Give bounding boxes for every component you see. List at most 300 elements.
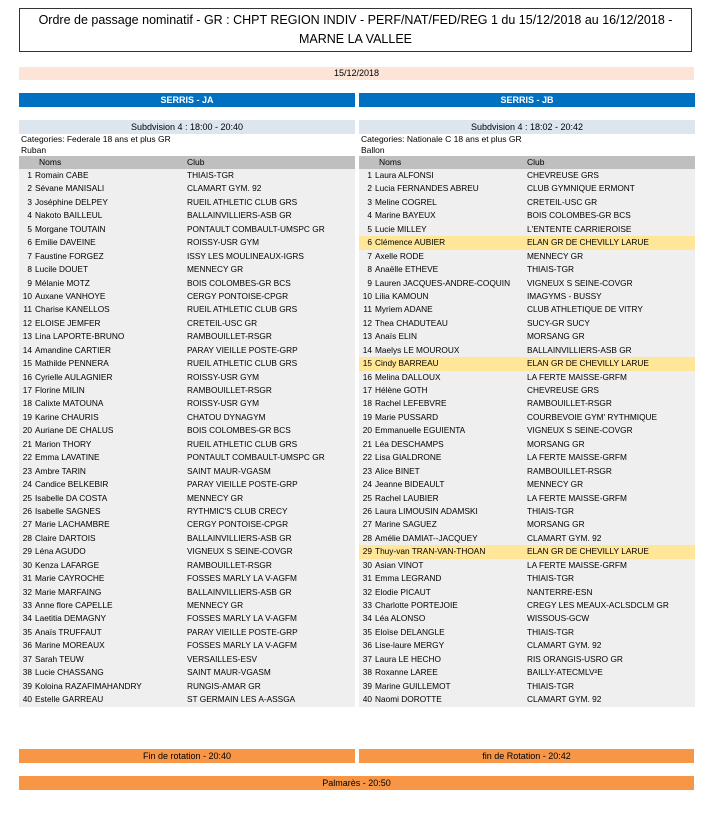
club-name: LA FERTE MAISSE-GRFM: [527, 452, 627, 463]
table-row: [359, 277, 695, 290]
table-row: [19, 411, 355, 424]
club-name: LA FERTE MAISSE-GRFM: [527, 371, 627, 382]
gymnast-name: Isabelle SAGNES: [35, 505, 101, 516]
gymnast-name: Lisa GIALDRONE: [375, 452, 442, 463]
row-number: 24: [362, 479, 372, 490]
gymnast-name: Laura LIMOUSIN ADAMSKI: [375, 505, 478, 516]
gymnast-name: Roxanne LAREE: [375, 667, 438, 678]
gymnast-name: Anne flore CAPELLE: [35, 600, 113, 610]
gymnast-name: Elodie PICAUT: [375, 586, 431, 597]
club-name: MENNECY GR: [187, 492, 244, 503]
row-number: 6: [27, 237, 32, 248]
row-number: 22: [362, 452, 372, 463]
gymnast-name: Hélène GOTH: [375, 385, 428, 395]
table-row: [19, 357, 355, 370]
row-number: 20: [362, 425, 372, 436]
row-number: 20: [22, 425, 32, 436]
table-row: [359, 666, 695, 679]
table-row: [19, 263, 355, 276]
table-row: [19, 492, 355, 505]
table-row: [19, 572, 355, 585]
club-name: WISSOUS-GCW: [527, 613, 590, 624]
club-name: RUEIL ATHLETIC CLUB GRS: [187, 358, 298, 369]
gymnast-name: Anaëlle ETHEVE: [375, 264, 439, 275]
club-column-header: Club: [527, 157, 545, 167]
club-name: PARAY VIEILLE POSTE-GRP: [187, 344, 298, 355]
club-name: CHEVREUSE GRS: [527, 170, 599, 180]
gymnast-name: Auriane DE CHALUS: [35, 425, 114, 436]
club-name: VIGNEUX S SEINE-COVGR: [187, 546, 293, 557]
club-name: ROISSY-USR GYM: [187, 398, 260, 409]
gymnast-name: Lucia FERNANDES ABREU: [375, 183, 479, 194]
club-name: PARAY VIEILLE POSTE-GRP: [187, 479, 298, 490]
table-row: [19, 666, 355, 679]
table-row: [19, 586, 355, 599]
club-name: RAMBOUILLET-RSGR: [187, 331, 272, 342]
club-name: CLAMART GYM. 92: [527, 532, 602, 543]
row-number: 32: [22, 586, 32, 597]
row-number: 28: [22, 532, 32, 543]
row-number: 23: [22, 465, 32, 476]
table-row: [359, 478, 695, 491]
gymnast-name: Amandine CARTIER: [35, 344, 111, 355]
table-row: [359, 572, 695, 585]
club-name: MORSANG GR: [527, 331, 585, 342]
row-number: 15: [359, 357, 375, 370]
end-rotation-right: fin de Rotation - 20:42: [359, 749, 694, 763]
table-row: [359, 397, 695, 410]
subdivision-label: Subdvision 4 : 18:02 - 20:42: [359, 120, 695, 134]
club-column-header: Club: [187, 157, 205, 167]
table-row: [19, 532, 355, 545]
gymnast-name: Meline COGREL: [375, 196, 437, 207]
table-row: [19, 209, 355, 222]
table-row: [359, 465, 695, 478]
club-name: CLUB ATHLETIQUE DE VITRY: [527, 304, 643, 315]
row-number: 14: [22, 344, 32, 355]
gymnast-name: Sarah TEUW: [35, 653, 84, 664]
club-name: BALLAINVILLIERS-ASB GR: [187, 586, 292, 597]
table-row: [359, 424, 695, 437]
club-name: SUCY-GR SUCY: [527, 317, 590, 328]
row-number: 5: [367, 223, 372, 234]
names-column-header: Noms: [379, 157, 402, 167]
row-number: 25: [22, 492, 32, 503]
club-name: CERGY PONTOISE-CPGR: [187, 290, 289, 301]
club-name: CRETEIL-USC GR: [527, 196, 598, 207]
table-row: [359, 223, 695, 236]
club-name: BOIS COLOMBES-GR BCS: [187, 277, 291, 288]
table-row: [19, 371, 355, 384]
table-row: [359, 653, 695, 666]
table-row: [19, 599, 355, 612]
club-name: BALLAINVILLIERS-ASB GR: [187, 210, 292, 221]
gymnast-name: Cyrielle AULAGNIER: [35, 371, 113, 382]
row-number: 39: [22, 680, 32, 691]
gymnast-name: Marine BAYEUX: [375, 210, 436, 221]
table-row: [359, 451, 695, 464]
club-name: RIS ORANGIS-USRO GR: [527, 653, 623, 664]
club-name: MENNECY GR: [187, 264, 244, 275]
row-number: 34: [22, 613, 32, 624]
gymnast-name: Eloïse DELANGLE: [375, 626, 445, 637]
row-number: 18: [362, 398, 372, 409]
table-row: [359, 236, 695, 249]
gymnast-name: Lina LAPORTE-BRUNO: [35, 331, 125, 342]
row-number: 10: [22, 290, 32, 301]
table-row: [359, 693, 695, 706]
gymnast-name: Charise KANELLOS: [35, 304, 110, 315]
club-name: RYTHMIC'S CLUB CRECY: [187, 505, 288, 516]
column-serris-jb: [359, 93, 695, 707]
row-number: 37: [362, 653, 372, 664]
gymnast-name: Maelys LE MOUROUX: [375, 344, 460, 355]
gymnast-name: Axelle RODE: [375, 250, 424, 261]
gymnast-name: ELOISE JEMFER: [35, 317, 101, 328]
club-name: RAMBOUILLET-RSGR: [187, 385, 272, 395]
row-number: 16: [362, 371, 372, 382]
club-name: FOSSES MARLY LA V-AGFM: [187, 613, 297, 624]
club-name: ST GERMAIN LES A-ASSGA: [187, 694, 296, 705]
gymnast-name: Kenza LAFARGE: [35, 559, 100, 570]
gymnast-name: Faustine FORGEZ: [35, 250, 104, 261]
row-number: 1: [367, 170, 372, 180]
club-name: MENNECY GR: [527, 479, 584, 490]
club-name: THIAIS-TGR: [527, 505, 575, 516]
row-number: 25: [362, 492, 372, 503]
gymnast-name: Nakoto BAILLEUL: [35, 210, 103, 221]
club-name: CREGY LES MEAUX-ACLSDCLM GR: [527, 600, 669, 610]
table-row: [359, 626, 695, 639]
gymnast-name: Rachel LAUBIER: [375, 492, 439, 503]
row-number: 2: [367, 183, 372, 194]
table-row: [19, 680, 355, 693]
club-name: ELAN GR DE CHEVILLY LARUE: [523, 545, 695, 558]
row-number: 6: [359, 236, 375, 249]
club-name: THIAIS-TGR: [527, 626, 575, 637]
row-number: 31: [362, 573, 372, 584]
document-title: Ordre de passage nominatif - GR : CHPT REGION INDIV - PERF/NAT/FED/REG 1 du 15/12/2018 au 16/12/2018 - MARNE LA VALLEE: [19, 8, 692, 52]
club-name: RAMBOUILLET-RSGR: [527, 465, 612, 476]
club-name: ROISSY-USR GYM: [187, 237, 260, 248]
row-number: 30: [22, 559, 32, 570]
club-name: THIAIS-TGR: [527, 680, 575, 691]
gymnast-name: Laura ALFONSI: [375, 170, 434, 180]
club-name: IMAGYMS - BUSSY: [527, 290, 602, 301]
gymnast-name: Marie PUSSARD: [375, 411, 439, 422]
club-name: FOSSES MARLY LA V-AGFM: [187, 640, 297, 651]
table-row: [19, 330, 355, 343]
gymnast-name: Lucie CHASSANG: [35, 667, 104, 678]
table-row: [19, 518, 355, 531]
club-name: ELAN GR DE CHEVILLY LARUE: [523, 357, 695, 370]
gymnast-name: Laura LE HECHO: [375, 653, 441, 664]
row-number: 9: [27, 277, 32, 288]
table-row: [359, 330, 695, 343]
table-row: [19, 277, 355, 290]
table-row: [19, 424, 355, 437]
row-number: 14: [362, 344, 372, 355]
row-number: 8: [367, 264, 372, 275]
row-number: 30: [362, 559, 372, 570]
row-number: 12: [22, 317, 32, 328]
row-number: 38: [362, 667, 372, 678]
row-number: 13: [22, 331, 32, 342]
gymnast-name: Charlotte PORTEJOIE: [375, 600, 458, 610]
table-row: [19, 612, 355, 625]
club-name: VIGNEUX S SEINE-COVGR: [527, 277, 633, 288]
row-number: 28: [362, 532, 372, 543]
club-name: CLUB GYMNIQUE ERMONT: [527, 183, 635, 194]
club-name: PARAY VIEILLE POSTE-GRP: [187, 626, 298, 637]
club-name: RUEIL ATHLETIC CLUB GRS: [187, 438, 298, 449]
row-number: 9: [367, 277, 372, 288]
gymnast-name: Mélanie MOTZ: [35, 277, 90, 288]
gymnast-name: Marion THORY: [35, 438, 92, 449]
table-row: [19, 478, 355, 491]
gymnast-name: Jeanne BIDEAULT: [375, 479, 445, 490]
gymnast-name: Florine MILIN: [35, 385, 85, 395]
table-row: [359, 344, 695, 357]
table-body: [19, 169, 355, 707]
gymnast-name: Naomi DOROTTE: [375, 694, 442, 705]
club-name: SAINT MAUR-VGASM: [187, 465, 271, 476]
table-row: [359, 518, 695, 531]
gymnast-name: Léa DESCHAMPS: [375, 438, 444, 449]
table-row: [359, 438, 695, 451]
row-number: 31: [22, 573, 32, 584]
club-name: CHATOU DYNAGYM: [187, 411, 266, 422]
table-body: [359, 169, 695, 707]
table-row: [19, 182, 355, 195]
club-name: CHEVREUSE GRS: [527, 385, 599, 395]
club-name: MENNECY GR: [527, 250, 584, 261]
row-number: 19: [362, 411, 372, 422]
table-row: [19, 250, 355, 263]
table-row: [19, 465, 355, 478]
club-name: BOIS COLOMBES-GR BCS: [187, 425, 291, 436]
gymnast-name: Amélie DAMIAT--JACQUEY: [375, 532, 478, 543]
row-number: 27: [362, 519, 372, 530]
gymnast-name: Myriem ADANE: [375, 304, 433, 315]
gymnast-name: Alice BINET: [375, 465, 420, 476]
club-name: PONTAULT COMBAULT-UMSPC GR: [187, 223, 325, 234]
club-name: LA FERTE MAISSE-GRFM: [527, 492, 627, 503]
table-row: [19, 169, 355, 182]
table-row: [359, 169, 695, 182]
table-row: [359, 182, 695, 195]
table-row: [19, 344, 355, 357]
table-row: [359, 357, 695, 370]
row-number: 7: [27, 250, 32, 261]
gymnast-name: Asian VINOT: [375, 559, 424, 570]
gymnast-name: Emmanuelle EGUIENTA: [375, 425, 466, 436]
gymnast-name: Lilia KAMOUN: [375, 290, 429, 301]
gymnast-name: Marie MARFAING: [35, 586, 102, 597]
table-row: [359, 209, 695, 222]
club-name: ELAN GR DE CHEVILLY LARUE: [523, 236, 695, 249]
date-bar: 15/12/2018: [19, 67, 694, 80]
club-name: CERGY PONTOISE-CPGR: [187, 519, 289, 530]
table-row: [359, 384, 695, 397]
gymnast-name: Anaïs TRUFFAUT: [35, 626, 102, 637]
row-number: 29: [22, 546, 32, 557]
club-name: RAMBOUILLET-RSGR: [187, 559, 272, 570]
gymnast-name: Emma LAVATINE: [35, 452, 100, 463]
table-row: [19, 438, 355, 451]
row-number: 19: [22, 411, 32, 422]
table-row: [19, 317, 355, 330]
table-row: [359, 196, 695, 209]
row-number: 10: [362, 290, 372, 301]
club-name: RUEIL ATHLETIC CLUB GRS: [187, 196, 298, 207]
column-serris-ja: [19, 93, 355, 707]
row-number: 36: [362, 640, 372, 651]
table-row: [19, 303, 355, 316]
gymnast-name: Sévane MANISALI: [35, 183, 105, 194]
table-row: [19, 451, 355, 464]
category-label: Categories: Nationale C 18 ans et plus GR: [361, 134, 522, 144]
gymnast-name: Thea CHADUTEAU: [375, 317, 448, 328]
gymnast-name: Claire DARTOIS: [35, 532, 96, 543]
club-name: THIAIS-TGR: [527, 573, 575, 584]
club-name: RUEIL ATHLETIC CLUB GRS: [187, 304, 298, 315]
gymnast-name: Anaïs ELIN: [375, 331, 417, 342]
row-number: 17: [22, 385, 32, 395]
gymnast-name: Marine SAGUEZ: [375, 519, 437, 530]
club-name: BOIS COLOMBES-GR BCS: [527, 210, 631, 221]
club-name: MORSANG GR: [527, 438, 585, 449]
club-name: COURBEVOIE GYM' RYTHMIQUE: [527, 411, 658, 422]
club-name: RUNGIS-AMAR GR: [187, 680, 261, 691]
row-number: 4: [367, 210, 372, 221]
club-name: CLAMART GYM. 92: [527, 640, 602, 651]
table-row: [359, 680, 695, 693]
gymnast-name: Rachel LEFEBVRE: [375, 398, 447, 409]
table-row: [359, 492, 695, 505]
club-name: CRETEIL-USC GR: [187, 317, 258, 328]
row-number: 29: [359, 545, 375, 558]
club-name: VIGNEUX S SEINE-COVGR: [527, 425, 633, 436]
names-column-header: Noms: [39, 157, 62, 167]
column-header: SERRIS - JA: [19, 93, 355, 107]
row-number: 11: [363, 304, 372, 315]
club-name: SAINT MAUR-VGASM: [187, 667, 271, 678]
table-row: [19, 384, 355, 397]
table-row: [359, 411, 695, 424]
row-number: 3: [367, 196, 372, 207]
table-row: [359, 559, 695, 572]
club-name: MORSANG GR: [527, 519, 585, 530]
table-row: [19, 223, 355, 236]
table-row: [359, 599, 695, 612]
table-row: [359, 532, 695, 545]
club-name: THIAIS-TGR: [187, 170, 235, 180]
table-row: [19, 559, 355, 572]
row-number: 8: [27, 264, 32, 275]
table-row: [19, 290, 355, 303]
table-row: [19, 236, 355, 249]
gymnast-name: Léna AGUDO: [35, 546, 86, 557]
table-row: [19, 196, 355, 209]
table-row: [359, 303, 695, 316]
club-name: LA FERTE MAISSE-GRFM: [527, 559, 627, 570]
row-number: 21: [22, 438, 32, 449]
gymnast-name: Marie LACHAMBRE: [35, 519, 110, 530]
table-row: [19, 693, 355, 706]
row-number: 17: [362, 385, 372, 395]
club-name: FOSSES MARLY LA V-AGFM: [187, 573, 297, 584]
row-number: 18: [22, 398, 32, 409]
column-header: SERRIS - JB: [359, 93, 695, 107]
table-header: [19, 156, 355, 169]
gymnast-name: Marie CAYROCHE: [35, 573, 105, 584]
row-number: 39: [362, 680, 372, 691]
club-name: NANTERRE-ESN: [527, 586, 593, 597]
table-row: [19, 626, 355, 639]
gymnast-name: Emma LEGRAND: [375, 573, 442, 584]
row-number: 35: [362, 626, 372, 637]
gymnast-name: Emilie DAVEINE: [35, 237, 96, 248]
club-name: PONTAULT COMBAULT-UMSPC GR: [187, 452, 325, 463]
table-row: [359, 371, 695, 384]
row-number: 3: [27, 196, 32, 207]
row-number: 1: [27, 170, 32, 180]
row-number: 38: [22, 667, 32, 678]
row-number: 13: [362, 331, 372, 342]
table-row: [359, 317, 695, 330]
gymnast-name: Lauren JACQUES-ANDRE-COQUIN: [375, 277, 511, 288]
gymnast-name: Auxane VANHOYE: [35, 290, 106, 301]
gymnast-name: Laetitia DEMAGNY: [35, 613, 107, 624]
row-number: 26: [362, 505, 372, 516]
row-number: 22: [22, 452, 32, 463]
row-number: 37: [22, 653, 32, 664]
gymnast-name: Marine GUILLEMOT: [375, 680, 451, 691]
gymnast-name: Calixte MATOUNA: [35, 398, 104, 409]
table-row: [19, 653, 355, 666]
gymnast-name: Lucile DOUET: [35, 264, 89, 275]
table-row: [359, 545, 695, 558]
club-name: MENNECY GR: [187, 600, 244, 610]
gymnast-name: Lise-laure MERGY: [375, 640, 445, 651]
gymnast-name: Cindy BARREAU: [375, 357, 523, 370]
table-row: [359, 505, 695, 518]
club-name: RAMBOUILLET-RSGR: [527, 398, 612, 409]
table-row: [19, 505, 355, 518]
club-name: ISSY LES MOULINEAUX-IGRS: [187, 250, 304, 261]
row-number: 34: [362, 613, 372, 624]
table-row: [19, 639, 355, 652]
gymnast-name: Joséphine DELPEY: [35, 196, 108, 207]
table-row: [19, 545, 355, 558]
apparatus-label: Ballon: [361, 145, 385, 155]
row-number: 32: [362, 586, 372, 597]
gymnast-name: Candice BELKEBIR: [35, 479, 109, 490]
club-name: BALLAINVILLIERS-ASB GR: [187, 532, 292, 543]
row-number: 15: [22, 358, 32, 369]
row-number: 12: [362, 317, 372, 328]
table-header: [359, 156, 695, 169]
palmares-bar: Palmarès - 20:50: [19, 776, 694, 790]
table-row: [19, 397, 355, 410]
club-name: THIAIS-TGR: [527, 264, 575, 275]
table-row: [359, 586, 695, 599]
row-number: 16: [22, 371, 32, 382]
row-number: 26: [22, 505, 32, 516]
row-number: 23: [362, 465, 372, 476]
table-row: [359, 250, 695, 263]
